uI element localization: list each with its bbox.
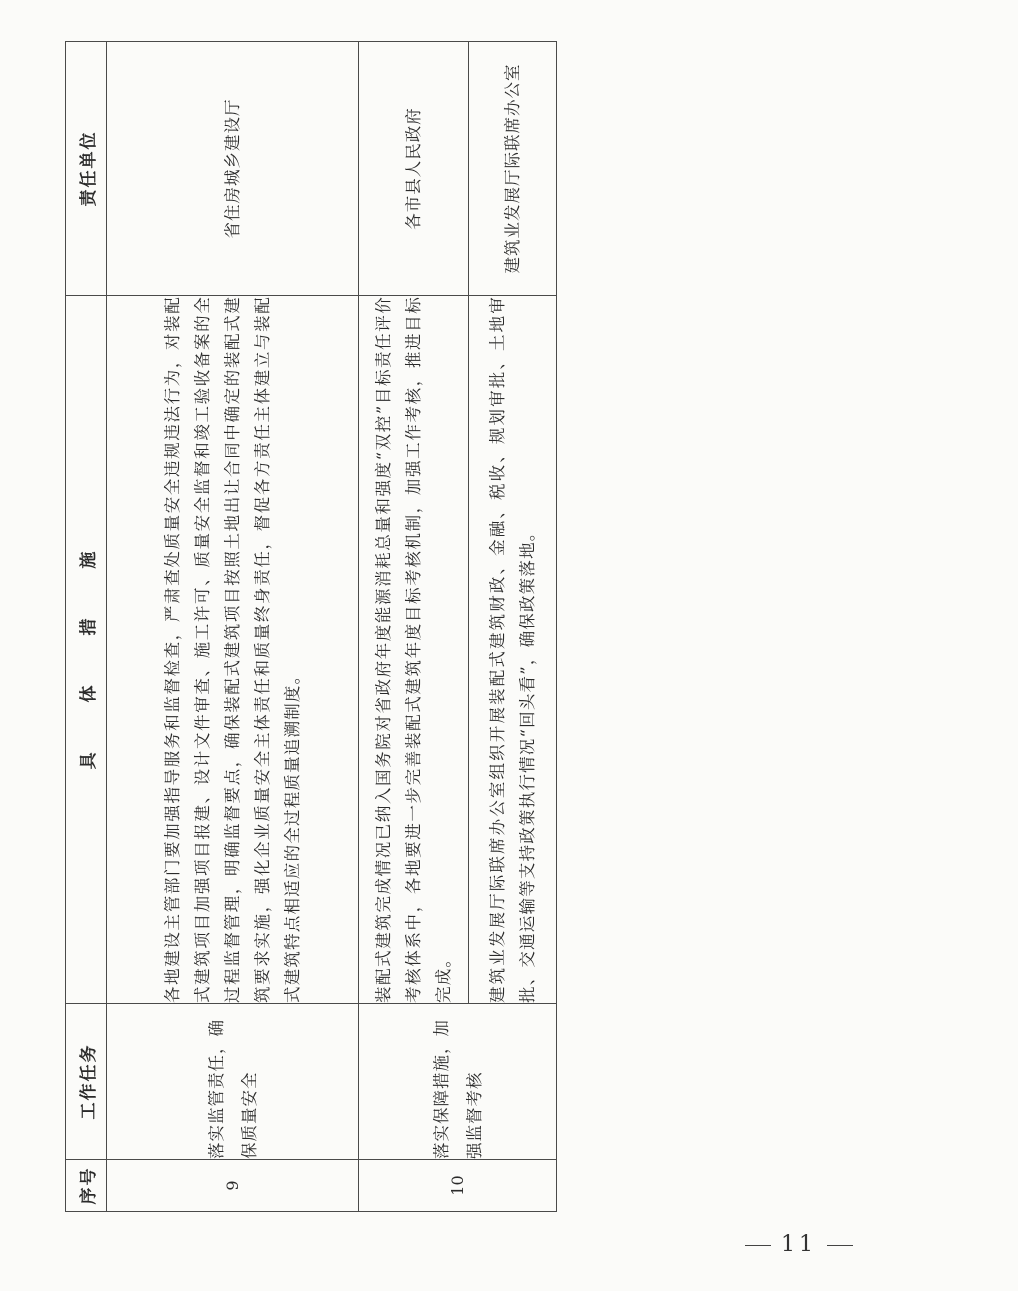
header-measures: 具 体 措 施	[66, 296, 107, 1004]
rotated-table-container	[65, 42, 537, 1212]
table-row	[359, 42, 469, 1212]
table-header-row	[66, 42, 107, 1212]
page-dash-left	[745, 1245, 771, 1246]
measures-table	[65, 41, 557, 1212]
header-task: 工作任务	[66, 1004, 107, 1160]
table-row	[107, 42, 359, 1212]
row-unit: 建筑业发展厅际联席办公室	[469, 42, 557, 296]
row-unit: 省住房城乡建设厅	[107, 42, 359, 296]
page-dash-right	[827, 1245, 853, 1246]
row-measures: 各地建设主管部门要加强指导服务和监督检查，严肃查处质量安全违规违法行为，对装配式建筑项目加强项目报建、设计文件审查、施工许可、质量安全监督和竣工验收备案的全过程监督管理，明确监督要点，确保装配式建筑项目按照土地出让合同中确定的装配式建筑要求实施，强化企业质量安全主体责任和质量终身责任，督促各方责任主体建立与装配式建筑特点相适应的全过程质量追溯制度。	[107, 296, 359, 1004]
header-unit: 责任单位	[66, 42, 107, 296]
row-task: 落实保障措施，加强监督考核	[359, 1004, 557, 1160]
row-seq: 10	[359, 1160, 557, 1212]
page-number-text: 11	[781, 1232, 817, 1257]
row-unit: 各市县人民政府	[359, 42, 469, 296]
page-number	[735, 1232, 863, 1257]
row-seq: 9	[107, 1160, 359, 1212]
row-task: 落实监管责任，确保质量安全	[107, 1004, 359, 1160]
row-measures: 装配式建筑完成情况已纳入国务院对省政府年度能源消耗总量和强度“双控”目标责任评价考核体系中，各地要进一步完善装配式建筑年度目标考核机制，加强工作考核，推进目标完成。	[359, 296, 469, 1004]
row-measures: 建筑业发展厅际联席办公室组织开展装配式建筑财政、金融、税收、规划审批、土地审批、交通运输等支持政策执行情况“回头看”，确保政策落地。	[469, 296, 557, 1004]
header-seq: 序号	[66, 1160, 107, 1212]
